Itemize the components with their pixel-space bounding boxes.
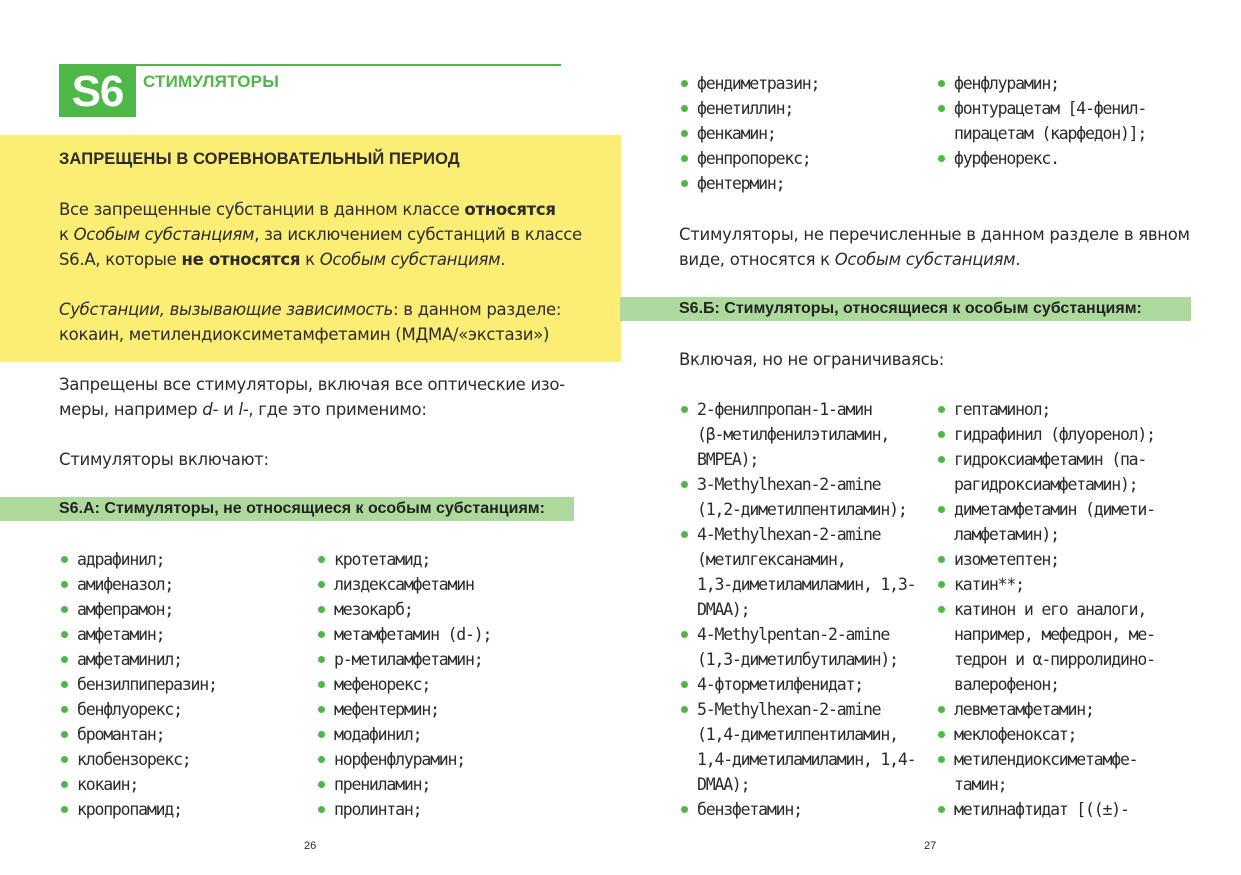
list-item-line: фенфлурамин; [954,74,1059,93]
list-item [679,522,915,622]
bullet-icon [61,556,68,563]
s6a-list-column-1 [59,547,217,822]
list-item-line: (1,3-диметилбутиламин); [697,650,898,669]
dependence-paragraph: Субстанции, вызывающие зависимость: в данном разделе: кокаин, метилендиоксиметамфетамин (МДМА/«экстази») [59,300,562,344]
bullet-icon [61,681,68,688]
list-item-line: метилнафтидат [((±)- [954,800,1129,819]
bullet-icon [61,781,68,788]
list-item [936,722,1155,747]
bullet-icon [318,806,325,813]
list-item [59,797,217,822]
list-item [316,597,491,622]
bullet-icon [938,556,945,563]
list-item [936,96,1146,146]
bullet-icon [318,681,325,688]
list-item-line: изометептен; [954,550,1059,569]
bullet-icon [938,155,945,162]
bullet-icon [61,631,68,638]
list-item-line: метилендиоксиметамфе- [954,750,1138,769]
list-item [679,397,915,472]
list-item [936,71,1146,96]
list-item [316,647,491,672]
list-item-line: BMPEA); [697,450,759,469]
bullet-icon [938,80,945,87]
bullet-icon [938,456,945,463]
bullet-icon [318,656,325,663]
list-item-line: пирацетам (карфедон)]; [954,124,1147,143]
bullet-icon [938,406,945,413]
list-item [316,547,491,572]
list-item-line: 4-фторметилфенидат; [697,675,863,694]
list-item-text: кропропамид; [77,800,182,819]
bullet-icon [318,556,325,563]
list-item [59,722,217,747]
list-item-text: кокаин; [77,775,139,794]
right-page [620,0,1241,875]
list-item-line: гидрафинил (флуоренол); [954,425,1155,444]
list-item-text: фендиметразин; [697,74,820,93]
list-item [936,547,1155,572]
bullet-icon [318,581,325,588]
bullet-icon [318,631,325,638]
bullet-icon [681,481,688,488]
list-item-text: амфепрамон; [77,600,174,619]
list-item-text: амфетамин; [77,625,165,644]
list-item [936,397,1155,422]
list-item-line: ламфетамин); [954,525,1059,544]
list-item-line: гептаминол; [954,400,1051,419]
list-item-line: диметамфетамин (димети- [954,500,1155,519]
list-item-text: фенпропорекс; [697,149,811,168]
list-item [679,121,819,146]
list-item-line: DMAA); [697,600,750,619]
list-item [59,622,217,647]
list-item-line: рагидроксиамфетамин); [954,475,1138,494]
list-item-line: DMAA); [697,775,750,794]
list-item [59,597,217,622]
bullet-icon [61,656,68,663]
list-item-line: бензфетамин; [697,800,802,819]
list-item-line: фонтурацетам [4-фенил- [954,99,1147,118]
list-item [679,146,819,171]
list-item-line: (1,4-диметилпентиламин, [697,725,898,744]
list-item-line: (β-метилфенилэтиламин, [697,425,890,444]
s6b-list-column-1 [679,397,915,822]
bullet-icon [318,606,325,613]
list-item-text: фенкамин; [697,124,776,143]
list-item-line: гидроксиамфетамин (па- [954,450,1147,469]
list-item-line: тамин; [954,775,1007,794]
list-item [316,722,491,747]
list-item-text: фентермин; [697,174,785,193]
s6a-list-continued-column-1 [679,71,819,196]
list-item-text: метамфетамин (d-); [334,625,492,644]
list-item-line: меклофеноксат; [954,725,1077,744]
bullet-icon [681,80,688,87]
list-item [936,697,1155,722]
bullet-icon [681,806,688,813]
list-item [936,797,1155,822]
list-item [936,597,1155,697]
list-item-line: 4-Methylhexan-2-amine [697,525,881,544]
list-item [679,96,819,121]
bullet-icon [318,731,325,738]
list-item [59,672,217,697]
list-item [59,547,217,572]
s6a-subheader: S6.A: Стимуляторы, не относящиеся к особым субстанциям: [0,497,574,521]
bullet-icon [318,756,325,763]
bullet-icon [938,431,945,438]
list-item [59,772,217,797]
list-item-text: бромантан; [77,725,165,744]
list-item [59,647,217,672]
bullet-icon [938,806,945,813]
list-item-text: фенетиллин; [697,99,794,118]
list-item-text: амфетаминил; [77,650,182,669]
bullet-icon [61,606,68,613]
bullet-icon [681,681,688,688]
bullet-icon [681,406,688,413]
bullet-icon [61,756,68,763]
list-item-line: (1,2-диметилпентиламин); [697,500,907,519]
bullet-icon [61,731,68,738]
list-item [679,697,915,797]
list-item-text: клобензорекс; [77,750,191,769]
bullet-icon [681,631,688,638]
list-item [59,697,217,722]
bullet-icon [681,155,688,162]
list-item [316,697,491,722]
bullet-icon [681,130,688,137]
list-item-text: амифеназол; [77,575,174,594]
bullet-icon [681,706,688,713]
list-item [59,747,217,772]
list-item-line: валерофенон; [954,675,1059,694]
list-item-text: p-метиламфетамин; [334,650,483,669]
list-item-line: например, мефедрон, ме- [954,625,1155,644]
page-number-left: 26 [304,840,317,852]
list-item-text: прениламин; [334,775,431,794]
non-listed-note: Стимуляторы, не перечисленные в данном разделе в явном виде, относятся к Особым субстанциям. [679,225,1190,269]
bullet-icon [938,105,945,112]
list-item [936,747,1155,797]
bullet-icon [61,706,68,713]
list-item [316,622,491,647]
list-item-text: модафинил; [334,725,422,744]
list-item-line: 5-Methylhexan-2-amine [697,700,881,719]
list-item-text: пролинтан; [334,800,422,819]
bullet-icon [61,581,68,588]
list-item [679,797,915,822]
list-item-line: катинон и его аналоги, [954,600,1147,619]
s6b-subheader: S6.Б: Стимуляторы, относящиеся к особым субстанциям: [620,297,1191,321]
list-item [679,71,819,96]
list-item [936,572,1155,597]
bullet-icon [938,756,945,763]
bullet-icon [938,581,945,588]
list-item-line: фурфенорекс. [954,149,1059,168]
list-item [316,672,491,697]
list-item [679,672,915,697]
list-item-line: 1,3-диметиламиламин, 1,3- [697,575,916,594]
section-code-badge: S6 [59,66,136,117]
list-item-text: мефенорекс; [334,675,431,694]
list-item-line: катин**; [954,575,1024,594]
list-item [936,146,1146,171]
list-item [59,572,217,597]
s6a-list-continued-column-2 [936,71,1146,171]
bullet-icon [938,706,945,713]
list-item-text: бензилпиперазин; [77,675,217,694]
bullet-icon [681,180,688,187]
list-item-text: мезокарб; [334,600,413,619]
s6a-list-column-2 [316,547,491,822]
list-item-text: кротетамид; [334,550,431,569]
bullet-icon [681,105,688,112]
list-item [679,622,915,672]
list-item [679,472,915,522]
list-item [936,497,1155,547]
list-item [679,171,819,196]
isomers-paragraph: Запрещены все стимуляторы, включая все оптические изо- меры, например d- и l-, где это применимо: [59,375,565,419]
list-item-line: 4-Methylpentan-2-amine [697,625,890,644]
list-item [316,747,491,772]
list-item-line: 1,4-диметиламиламин, 1,4- [697,750,916,769]
list-item [316,797,491,822]
list-item-line: 2-фенилпропан-1-амин [697,400,872,419]
list-item-line: 3-Methylhexan-2-amine [697,475,881,494]
list-item-text: мефентермин; [334,700,439,719]
page-number-right: 27 [924,840,937,852]
left-page [0,0,620,875]
list-item-text: адрафинил; [77,550,165,569]
including-text: Включая, но не ограничиваясь: [679,350,945,369]
bullet-icon [318,706,325,713]
list-item [936,447,1155,497]
banned-period-header: ЗАПРЕЩЕНЫ В СОРЕВНОВАТЕЛЬНЫЙ ПЕРИОД [59,150,460,168]
bullet-icon [61,806,68,813]
list-item-text: норфенфлурамин; [334,750,466,769]
bullet-icon [938,506,945,513]
list-item-line: тедрон и α-пирролидино- [954,650,1155,669]
bullet-icon [318,781,325,788]
list-item-text: бенфлуорекс; [77,700,182,719]
list-item-line: (метилгексанамин, [697,550,846,569]
stimulants-include: Стимуляторы включают: [59,450,269,469]
list-item-text: лиздексамфетамин [334,575,474,594]
bullet-icon [938,731,945,738]
list-item [316,572,491,597]
list-item [936,422,1155,447]
list-item [316,772,491,797]
list-item-line: левметамфетамин; [954,700,1094,719]
s6b-list-column-2 [936,397,1155,822]
bullet-icon [681,531,688,538]
special-substances-paragraph: Все запрещенные субстанции в данном классе относятся к Особым субстанциям, за исключением субстанций в классе S6.А, которые не относятся к Особым субстанциям. [59,200,582,269]
bullet-icon [938,606,945,613]
section-title: СТИМУЛЯТОРЫ [143,72,280,91]
